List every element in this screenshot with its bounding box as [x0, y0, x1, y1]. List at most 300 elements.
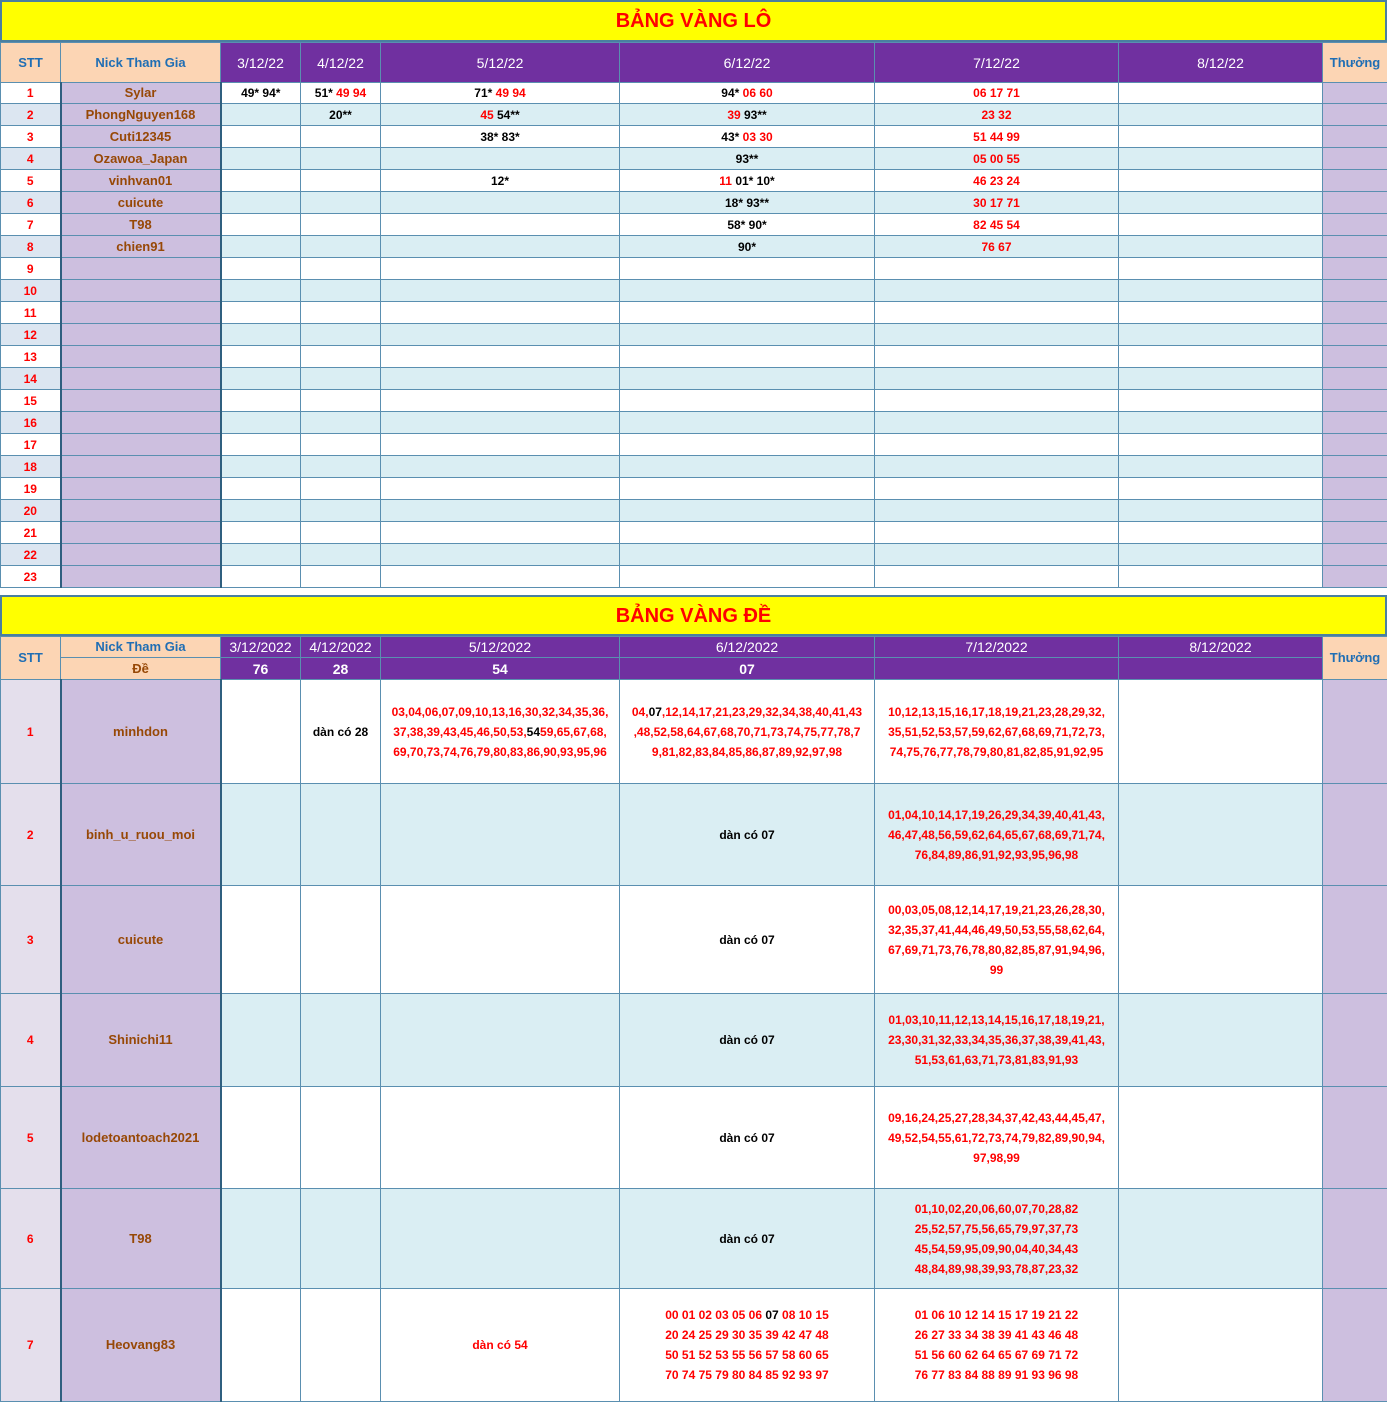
entry-text: 06 17 71: [973, 86, 1020, 100]
stt-cell: 1: [1, 83, 61, 104]
entry-cell: [620, 368, 875, 390]
entry-cell: [221, 236, 301, 258]
nick-cell: [61, 434, 221, 456]
entry-cell: [1119, 280, 1323, 302]
entry-cell: [221, 784, 301, 886]
entry-text: 93**: [735, 151, 759, 166]
entry-cell: [381, 368, 620, 390]
stt-cell: 7: [1, 214, 61, 236]
thuong-cell: [1323, 1289, 1387, 1402]
entry-cell: [875, 886, 1119, 994]
entry-cell: [620, 434, 875, 456]
stt-cell: 13: [1, 346, 61, 368]
entry-cell: [301, 500, 381, 522]
nick-cell: T98: [61, 214, 221, 236]
entry-cell: [875, 500, 1119, 522]
nick-cell: [61, 456, 221, 478]
entry-text: dàn có 54: [472, 1338, 528, 1352]
nick-cell: lodetoantoach2021: [61, 1087, 221, 1189]
entry-cell: [1119, 390, 1323, 412]
stt-cell: 5: [1, 170, 61, 192]
entry-cell: [1119, 236, 1323, 258]
stt-cell: 9: [1, 258, 61, 280]
thuong-cell: [1323, 784, 1387, 886]
entry-cell: [381, 566, 620, 588]
entry-cell: [381, 258, 620, 280]
table-row: [1, 886, 1387, 994]
entry-cell: [1119, 1189, 1323, 1289]
nick-cell: [61, 302, 221, 324]
table-row: [1, 280, 1387, 302]
de-result-row: [1, 658, 1387, 680]
entry-cell: [875, 104, 1119, 126]
nick-header: Nick Tham Gia: [61, 43, 221, 83]
entry-cell: [301, 544, 381, 566]
entry-cell: [1119, 522, 1323, 544]
table-row: [1, 478, 1387, 500]
entry-cell: [221, 522, 301, 544]
entry-cell: [1119, 1087, 1323, 1189]
entry-cell: [620, 346, 875, 368]
thuong-cell: [1323, 1189, 1387, 1289]
thuong-cell: [1323, 390, 1387, 412]
entry-cell: [875, 456, 1119, 478]
entry-cell: [301, 522, 381, 544]
thuong-cell: [1323, 1087, 1387, 1189]
entry-text: 06 60: [742, 86, 773, 100]
entry-cell: [221, 566, 301, 588]
de-label: Đề: [61, 658, 221, 680]
entry-cell: [620, 1289, 875, 1402]
stt-cell: 5: [1, 1087, 61, 1189]
table-row: [1, 192, 1387, 214]
entry-cell: [301, 390, 381, 412]
table-row: [1, 680, 1387, 784]
entry-cell: [1119, 214, 1323, 236]
entry-cell: [381, 478, 620, 500]
entry-cell: [620, 456, 875, 478]
entry-cell: [301, 148, 381, 170]
entry-text: 58* 90*: [727, 217, 767, 232]
entry-text: 03 30: [742, 129, 773, 144]
entry-cell: [381, 456, 620, 478]
entry-cell: [301, 346, 381, 368]
de-table: [0, 636, 1387, 1402]
date-header: 3/12/22: [221, 43, 301, 83]
nick-cell: Ozawoa_Japan: [61, 148, 221, 170]
stt-cell: 6: [1, 1189, 61, 1289]
entry-text: 03,04,06,07,09,10,13,16,30,32,34,35,36, 37,38,39,43,45,46,50,53,: [391, 704, 609, 739]
thuong-cell: [1323, 126, 1387, 148]
entry-cell: [875, 192, 1119, 214]
thuong-cell: [1323, 236, 1387, 258]
date-header: 7/12/22: [875, 43, 1119, 83]
lo-header-row: [1, 43, 1387, 83]
entry-cell: [875, 170, 1119, 192]
thuong-cell: [1323, 368, 1387, 390]
entry-cell: [620, 784, 875, 886]
entry-cell: [875, 1289, 1119, 1402]
entry-cell: [1119, 170, 1323, 192]
stt-cell: 19: [1, 478, 61, 500]
thuong-cell: [1323, 500, 1387, 522]
entry-cell: [875, 478, 1119, 500]
entry-cell: [221, 170, 301, 192]
table-row: [1, 236, 1387, 258]
entry-text: 51*: [314, 86, 337, 100]
thuong-cell: [1323, 192, 1387, 214]
stt-cell: 8: [1, 236, 61, 258]
entry-cell: [381, 390, 620, 412]
entry-cell: [620, 522, 875, 544]
result-value: [875, 658, 1119, 680]
thuong-cell: [1323, 170, 1387, 192]
entry-cell: [221, 500, 301, 522]
entry-text: 38* 83*: [480, 129, 520, 144]
date-header: 6/12/22: [620, 43, 875, 83]
entry-cell: [620, 83, 875, 104]
date-header: 5/12/22: [381, 43, 620, 83]
entry-text: 54**: [497, 107, 520, 122]
entry-text: 93**: [744, 107, 767, 122]
thuong-cell: [1323, 324, 1387, 346]
entry-cell: [381, 346, 620, 368]
entry-text: 01,04,10,14,17,19,26,29,34,39,40,41,43, 46,47,48,56,59,62,64,65,67,68,69,71,74, 76,84,89,86,91,92,93,95,96,98: [888, 807, 1105, 862]
table-row: [1, 500, 1387, 522]
entry-cell: [381, 544, 620, 566]
stt-cell: 22: [1, 544, 61, 566]
table-row: [1, 104, 1387, 126]
entry-cell: [221, 324, 301, 346]
lo-table: [0, 42, 1387, 588]
entry-cell: [620, 148, 875, 170]
table-row: [1, 170, 1387, 192]
entry-cell: [221, 994, 301, 1087]
entry-cell: [875, 280, 1119, 302]
result-value: 76: [221, 658, 301, 680]
table-row: [1, 83, 1387, 104]
entry-text: 10,12,13,15,16,17,18,19,21,23,28,29,32, 35,51,52,53,57,59,62,67,68,69,71,72,73, 74,75,76,77,78,79,80,81,82,85,91,92,95: [888, 704, 1105, 759]
entry-text: dàn có 07: [719, 1231, 775, 1246]
entry-text: 08 10 15 20 24 25 29 30 35 39 42 47 48 50 51 52 53 55 56 57 58 60 65 70 74 75 79 80 84 85 92 93 97: [665, 1308, 829, 1382]
entry-cell: [620, 680, 875, 784]
entry-cell: [620, 500, 875, 522]
entry-cell: [620, 390, 875, 412]
stt-cell: 4: [1, 994, 61, 1087]
entry-cell: [301, 1189, 381, 1289]
table-row: [1, 324, 1387, 346]
entry-cell: [875, 566, 1119, 588]
lo-title: BẢNG VÀNG LÔ: [0, 0, 1387, 42]
entry-text: dàn có 07: [719, 1033, 775, 1047]
stt-cell: 3: [1, 886, 61, 994]
entry-text: 39: [727, 107, 744, 122]
stt-cell: 21: [1, 522, 61, 544]
entry-cell: [301, 784, 381, 886]
date-header: 7/12/2022: [875, 637, 1119, 658]
entry-cell: [381, 886, 620, 994]
entry-cell: [221, 83, 301, 104]
stt-cell: 12: [1, 324, 61, 346]
table-row: [1, 566, 1387, 588]
thuong-cell: [1323, 544, 1387, 566]
entry-cell: [221, 886, 301, 994]
entry-cell: [301, 680, 381, 784]
entry-cell: [1119, 192, 1323, 214]
entry-cell: [221, 258, 301, 280]
entry-cell: [620, 1189, 875, 1289]
entry-cell: [301, 126, 381, 148]
table-row: [1, 434, 1387, 456]
nick-cell: vinhvan01: [61, 170, 221, 192]
thuong-cell: [1323, 994, 1387, 1087]
entry-cell: [620, 544, 875, 566]
entry-text: 30 17 71: [973, 195, 1020, 210]
entry-cell: [381, 104, 620, 126]
entry-cell: [221, 1289, 301, 1402]
entry-cell: [221, 214, 301, 236]
entry-text: ,12,14,17,21,23,29,32,34,38,40,41,43 ,48,52,58,64,67,68,70,71,73,74,75,77,78,7 9,81,82,83,84,85,86,87,89,92,97,98: [633, 704, 863, 759]
entry-cell: [875, 214, 1119, 236]
thuong-cell: [1323, 680, 1387, 784]
entry-cell: [221, 434, 301, 456]
entry-cell: [1119, 324, 1323, 346]
entry-text: 01,10,02,20,06,60,07,70,28,82 25,52,57,75,56,65,79,97,37,73 45,54,59,95,09,90,04,40,34,43 48,84,89,98,39,93,78,87,23,32: [914, 1201, 1079, 1276]
table-row: [1, 148, 1387, 170]
entry-cell: [875, 148, 1119, 170]
result-value: 07: [620, 658, 875, 680]
entry-cell: [875, 1087, 1119, 1189]
de-body: [1, 680, 1387, 1402]
entry-cell: [221, 280, 301, 302]
thuong-cell: [1323, 412, 1387, 434]
thuong-cell: [1323, 886, 1387, 994]
nick-cell: Shinichi11: [61, 994, 221, 1087]
nick-cell: [61, 566, 221, 588]
entry-cell: [301, 302, 381, 324]
entry-cell: [1119, 412, 1323, 434]
table-row: [1, 368, 1387, 390]
nick-cell: cuicute: [61, 192, 221, 214]
entry-cell: [381, 500, 620, 522]
stt-cell: 2: [1, 784, 61, 886]
entry-cell: [875, 412, 1119, 434]
result-value: 54: [381, 658, 620, 680]
entry-cell: [301, 886, 381, 994]
entry-cell: [875, 544, 1119, 566]
thuong-header: Thưởng: [1323, 637, 1387, 680]
entry-cell: [221, 346, 301, 368]
stt-cell: 11: [1, 302, 61, 324]
entry-cell: [1119, 1289, 1323, 1402]
entry-cell: [620, 126, 875, 148]
thuong-cell: [1323, 456, 1387, 478]
entry-text: 82 45 54: [973, 217, 1020, 232]
entry-text: 05 00 55: [973, 151, 1020, 166]
entry-text: 00,03,05,08,12,14,17,19,21,23,26,28,30, 32,35,37,41,44,46,49,50,53,55,58,62,64, 67,69,71,73,76,78,80,82,85,87,91,94,96, 99: [888, 902, 1105, 977]
entry-text: 09,16,24,25,27,28,34,37,42,43,44,45,47, 49,52,54,55,61,72,73,74,79,82,89,90,94, 97,98,99: [888, 1110, 1105, 1165]
nick-cell: [61, 324, 221, 346]
entry-text: 45: [480, 107, 497, 122]
entry-cell: [221, 302, 301, 324]
nick-cell: cuicute: [61, 886, 221, 994]
entry-text: dàn có 07: [719, 932, 775, 947]
entry-cell: [221, 104, 301, 126]
entry-text: 49 94: [336, 86, 367, 100]
entry-cell: [381, 192, 620, 214]
date-header: 4/12/22: [301, 43, 381, 83]
stt-cell: 10: [1, 280, 61, 302]
entry-text: 49 94: [495, 86, 526, 100]
entry-text: 23 32: [981, 107, 1012, 122]
entry-cell: [221, 456, 301, 478]
entry-cell: [301, 258, 381, 280]
entry-cell: [301, 456, 381, 478]
entry-cell: [301, 214, 381, 236]
stt-cell: 6: [1, 192, 61, 214]
nick-cell: Heovang83: [61, 1289, 221, 1402]
entry-cell: [620, 1087, 875, 1189]
entry-text: 18* 93**: [724, 195, 770, 210]
table-row: [1, 412, 1387, 434]
entry-cell: [875, 784, 1119, 886]
entry-cell: [875, 522, 1119, 544]
entry-cell: [620, 324, 875, 346]
entry-cell: [301, 324, 381, 346]
thuong-cell: [1323, 478, 1387, 500]
nick-cell: Cuti12345: [61, 126, 221, 148]
entry-cell: [301, 368, 381, 390]
entry-cell: [301, 236, 381, 258]
stt-cell: 20: [1, 500, 61, 522]
entry-cell: [301, 1087, 381, 1189]
de-title: BẢNG VÀNG ĐỀ: [0, 595, 1387, 636]
thuong-cell: [1323, 522, 1387, 544]
lo-body: [1, 83, 1387, 588]
entry-cell: [875, 236, 1119, 258]
thuong-cell: [1323, 566, 1387, 588]
stt-cell: 14: [1, 368, 61, 390]
thuong-cell: [1323, 258, 1387, 280]
entry-text: 01* 10*: [735, 173, 775, 188]
date-header: 3/12/2022: [221, 637, 301, 658]
entry-text: 11: [719, 173, 736, 188]
date-header: 6/12/2022: [620, 637, 875, 658]
date-header: 4/12/2022: [301, 637, 381, 658]
entry-cell: [221, 1087, 301, 1189]
entry-cell: [620, 566, 875, 588]
thuong-cell: [1323, 280, 1387, 302]
entry-cell: [1119, 104, 1323, 126]
entry-cell: [221, 544, 301, 566]
entry-cell: [875, 83, 1119, 104]
entry-cell: [875, 680, 1119, 784]
entry-cell: [221, 412, 301, 434]
entry-cell: [221, 1189, 301, 1289]
entry-cell: [620, 280, 875, 302]
entry-cell: [875, 1189, 1119, 1289]
result-value: [1119, 658, 1323, 680]
thuong-cell: [1323, 104, 1387, 126]
entry-cell: [1119, 368, 1323, 390]
nick-cell: [61, 478, 221, 500]
entry-cell: [221, 390, 301, 412]
entry-cell: [620, 994, 875, 1087]
thuong-cell: [1323, 434, 1387, 456]
nick-cell: binh_u_ruou_moi: [61, 784, 221, 886]
entry-cell: [381, 680, 620, 784]
entry-cell: [301, 566, 381, 588]
entry-cell: [1119, 456, 1323, 478]
stt-cell: 2: [1, 104, 61, 126]
entry-cell: [1119, 302, 1323, 324]
table-row: [1, 1189, 1387, 1289]
nick-header: Nick Tham Gia: [61, 637, 221, 658]
entry-cell: [381, 1289, 620, 1402]
entry-cell: [875, 258, 1119, 280]
entry-cell: [875, 126, 1119, 148]
nick-cell: [61, 412, 221, 434]
entry-text: 12*: [490, 173, 510, 188]
entry-cell: [301, 280, 381, 302]
entry-cell: [301, 478, 381, 500]
entry-cell: [221, 192, 301, 214]
entry-cell: [1119, 680, 1323, 784]
entry-cell: [875, 434, 1119, 456]
date-header: 8/12/22: [1119, 43, 1323, 83]
entry-cell: [620, 170, 875, 192]
entry-cell: [620, 236, 875, 258]
table-row: [1, 1289, 1387, 1402]
entry-cell: [221, 478, 301, 500]
stt-cell: 4: [1, 148, 61, 170]
entry-cell: [381, 784, 620, 886]
entry-text: dàn có 07: [719, 1130, 775, 1145]
entry-text: 51 44 99: [973, 129, 1020, 144]
thuong-cell: [1323, 214, 1387, 236]
entry-cell: [381, 1189, 620, 1289]
result-value: 28: [301, 658, 381, 680]
entry-cell: [381, 214, 620, 236]
entry-cell: [875, 302, 1119, 324]
entry-cell: [1119, 994, 1323, 1087]
entry-cell: [875, 346, 1119, 368]
entry-text: 20**: [329, 107, 352, 122]
entry-cell: [1119, 566, 1323, 588]
nick-cell: [61, 390, 221, 412]
entry-text: 43*: [721, 129, 743, 144]
entry-cell: [620, 478, 875, 500]
entry-cell: [1119, 346, 1323, 368]
entry-cell: [381, 148, 620, 170]
entry-cell: [1119, 148, 1323, 170]
entry-cell: [381, 412, 620, 434]
entry-cell: [1119, 83, 1323, 104]
entry-cell: [301, 83, 381, 104]
stt-cell: 23: [1, 566, 61, 588]
entry-cell: [301, 434, 381, 456]
entry-cell: [1119, 544, 1323, 566]
entry-text: 00 01 02 03 05 06: [665, 1308, 766, 1322]
entry-cell: [301, 170, 381, 192]
entry-cell: [301, 192, 381, 214]
table-row: [1, 302, 1387, 324]
entry-cell: [1119, 784, 1323, 886]
entry-cell: [1119, 434, 1323, 456]
stt-header: STT: [1, 43, 61, 83]
stt-cell: 1: [1, 680, 61, 784]
nick-cell: Sylar: [61, 83, 221, 104]
